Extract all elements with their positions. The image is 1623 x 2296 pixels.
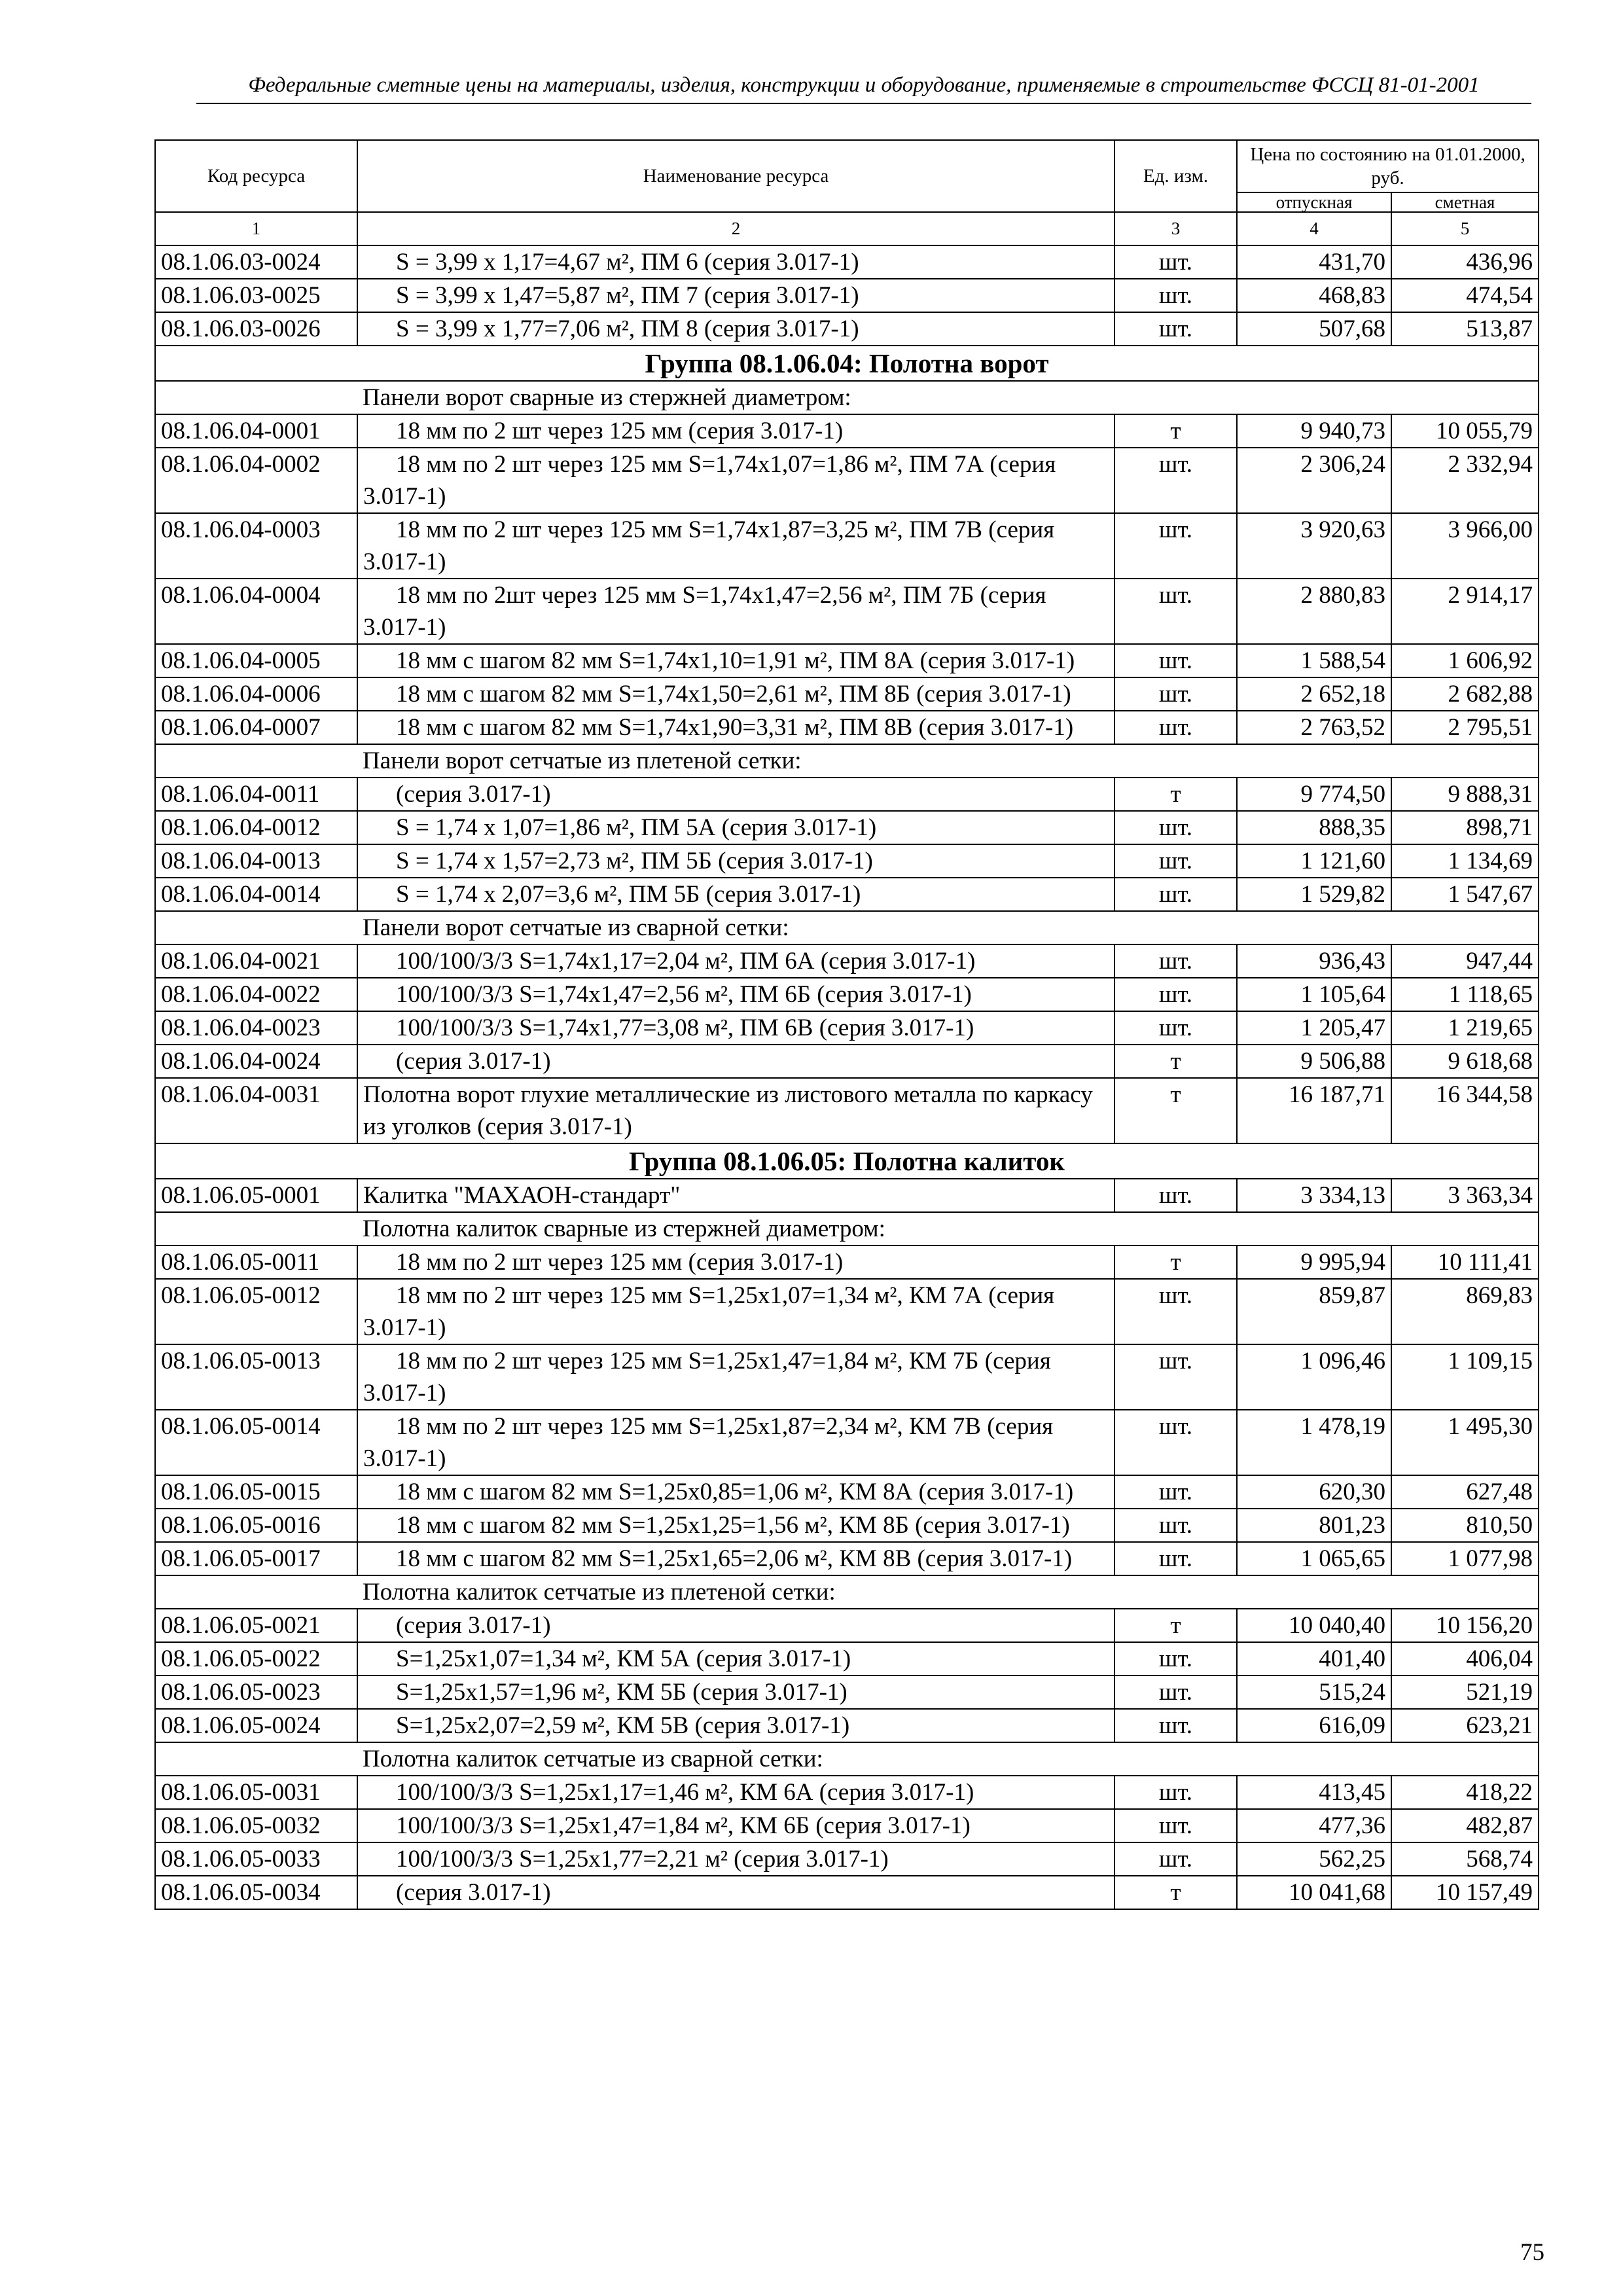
unit-of-measure: шт. — [1115, 279, 1237, 312]
unit-of-measure: шт. — [1115, 677, 1237, 711]
resource-code: 08.1.06.05-0024 — [155, 1709, 357, 1742]
col-number: 1 — [155, 212, 357, 245]
resource-name — [357, 1609, 1115, 1642]
resource-name — [357, 1676, 1115, 1709]
resource-code: 08.1.06.04-0001 — [155, 414, 357, 448]
table-row — [155, 1876, 1539, 1909]
estimate-price: 436,96 — [1391, 245, 1539, 279]
resource-code: 08.1.06.03-0025 — [155, 279, 357, 312]
estimate-price: 1 219,65 — [1391, 1011, 1539, 1045]
subheading-row — [155, 744, 1539, 778]
resource-name-text: S = 1,74 х 1,07=1,86 м², ПМ 5А (серия 3.017-1) — [396, 814, 877, 841]
group-heading-row — [155, 1143, 1539, 1179]
table-row — [155, 1246, 1539, 1279]
estimate-price: 406,04 — [1391, 1642, 1539, 1676]
resource-name — [357, 811, 1115, 844]
resource-code: 08.1.06.05-0001 — [155, 1179, 357, 1212]
resource-code: 08.1.06.04-0011 — [155, 778, 357, 811]
resource-name — [357, 1475, 1115, 1509]
estimate-price: 1 118,65 — [1391, 978, 1539, 1011]
estimate-price: 418,22 — [1391, 1776, 1539, 1809]
subheading-row — [155, 1742, 1539, 1776]
resource-code: 08.1.06.04-0007 — [155, 711, 357, 744]
resource-code: 08.1.06.05-0015 — [155, 1475, 357, 1509]
subheading-spacer — [155, 1575, 357, 1609]
resource-name-text: Калитка "МАХАОН-стандарт" — [363, 1182, 681, 1209]
resource-name — [357, 448, 1115, 513]
table-row — [155, 1776, 1539, 1809]
estimate-price: 9 618,68 — [1391, 1045, 1539, 1078]
subheading-label: Панели ворот сетчатые из плетеной сетки: — [357, 744, 1539, 778]
table-row — [155, 1676, 1539, 1709]
resource-name-text: S = 3,99 х 1,77=7,06 м², ПМ 8 (серия 3.017-1) — [396, 315, 859, 342]
col-header-unit: Ед. изм. — [1115, 140, 1237, 212]
unit-of-measure: т — [1115, 1078, 1237, 1143]
resource-code: 08.1.06.03-0026 — [155, 312, 357, 346]
resource-code: 08.1.06.05-0012 — [155, 1279, 357, 1344]
resource-code: 08.1.06.05-0016 — [155, 1509, 357, 1542]
table-row — [155, 644, 1539, 677]
resource-name — [357, 1344, 1115, 1410]
release-price: 620,30 — [1237, 1475, 1391, 1509]
resource-name-text: 18 мм по 2шт через 125 мм S=1,74х1,47=2,56 м², ПМ 7Б (серия 3.017-1) — [363, 582, 1046, 641]
table-row — [155, 878, 1539, 911]
release-price: 801,23 — [1237, 1509, 1391, 1542]
resource-name — [357, 312, 1115, 346]
col-header-name: Наименование ресурса — [357, 140, 1115, 212]
table-row — [155, 579, 1539, 644]
resource-code: 08.1.06.04-0031 — [155, 1078, 357, 1143]
resource-name-text: 18 мм с шагом 82 мм S=1,74х1,50=2,61 м², ПМ 8Б (серия 3.017-1) — [396, 681, 1071, 708]
resource-name — [357, 978, 1115, 1011]
estimate-price: 1 606,92 — [1391, 644, 1539, 677]
table-row — [155, 414, 1539, 448]
resource-code: 08.1.06.05-0032 — [155, 1809, 357, 1842]
release-price: 2 880,83 — [1237, 579, 1391, 644]
subheading-label: Панели ворот сварные из стержней диаметром: — [357, 381, 1539, 414]
unit-of-measure: шт. — [1115, 579, 1237, 644]
subheading-spacer — [155, 911, 357, 944]
resource-name-text: S=1,25х1,57=1,96 м², КМ 5Б (серия 3.017-1) — [396, 1679, 847, 1706]
estimate-price: 2 682,88 — [1391, 677, 1539, 711]
resource-code: 08.1.06.05-0034 — [155, 1876, 357, 1909]
release-price: 507,68 — [1237, 312, 1391, 346]
unit-of-measure: шт. — [1115, 1776, 1237, 1809]
page-number: 75 — [1520, 2239, 1544, 2266]
group-heading: Группа 08.1.06.05: Полотна калиток — [155, 1143, 1539, 1179]
resource-name — [357, 778, 1115, 811]
estimate-price: 474,54 — [1391, 279, 1539, 312]
subheading-spacer — [155, 744, 357, 778]
estimate-price: 10 157,49 — [1391, 1876, 1539, 1909]
estimate-price: 869,83 — [1391, 1279, 1539, 1344]
resource-name-text: S=1,25х2,07=2,59 м², КМ 5В (серия 3.017-1) — [396, 1712, 850, 1739]
resource-name — [357, 1876, 1115, 1909]
resource-name — [357, 414, 1115, 448]
resource-name-text: 18 мм с шагом 82 мм S=1,74х1,10=1,91 м², ПМ 8А (серия 3.017-1) — [396, 647, 1075, 674]
resource-name-text: S = 1,74 х 1,57=2,73 м², ПМ 5Б (серия 3.017-1) — [396, 848, 873, 874]
resource-name — [357, 644, 1115, 677]
release-price: 936,43 — [1237, 944, 1391, 978]
release-price: 1 529,82 — [1237, 878, 1391, 911]
estimate-price: 627,48 — [1391, 1475, 1539, 1509]
release-price: 16 187,71 — [1237, 1078, 1391, 1143]
resource-name — [357, 245, 1115, 279]
resource-name — [357, 1410, 1115, 1475]
resource-name — [357, 844, 1115, 878]
resource-name — [357, 1045, 1115, 1078]
release-price: 431,70 — [1237, 245, 1391, 279]
resource-name-text: 18 мм с шагом 82 мм S=1,74х1,90=3,31 м², ПМ 8В (серия 3.017-1) — [396, 714, 1074, 741]
estimate-price: 521,19 — [1391, 1676, 1539, 1709]
col-number: 4 — [1237, 212, 1391, 245]
unit-of-measure: шт. — [1115, 844, 1237, 878]
table-row — [155, 677, 1539, 711]
resource-name-text: 100/100/3/3 S=1,25х1,17=1,46 м², КМ 6А (серия 3.017-1) — [396, 1779, 974, 1806]
unit-of-measure: шт. — [1115, 1011, 1237, 1045]
release-price: 2 306,24 — [1237, 448, 1391, 513]
resource-name-text: (серия 3.017-1) — [396, 1048, 551, 1075]
unit-of-measure: шт. — [1115, 312, 1237, 346]
table-row — [155, 1179, 1539, 1212]
release-price: 515,24 — [1237, 1676, 1391, 1709]
resource-name — [357, 1709, 1115, 1742]
resource-code: 08.1.06.05-0031 — [155, 1776, 357, 1809]
resource-name-text: (серия 3.017-1) — [396, 1612, 551, 1639]
estimate-price: 1 547,67 — [1391, 878, 1539, 911]
resource-code: 08.1.06.05-0022 — [155, 1642, 357, 1676]
release-price: 3 920,63 — [1237, 513, 1391, 579]
unit-of-measure: шт. — [1115, 1642, 1237, 1676]
subheading-row — [155, 911, 1539, 944]
resource-name-text: 100/100/3/3 S=1,74х1,47=2,56 м², ПМ 6Б (серия 3.017-1) — [396, 981, 972, 1008]
release-price: 401,40 — [1237, 1642, 1391, 1676]
unit-of-measure: шт. — [1115, 1709, 1237, 1742]
resource-name — [357, 1246, 1115, 1279]
unit-of-measure: шт. — [1115, 644, 1237, 677]
resource-name — [357, 711, 1115, 744]
col-number: 3 — [1115, 212, 1237, 245]
resource-name-text: 18 мм с шагом 82 мм S=1,25х1,65=2,06 м², КМ 8В (серия 3.017-1) — [396, 1545, 1073, 1572]
resource-name — [357, 1011, 1115, 1045]
resource-code: 08.1.06.03-0024 — [155, 245, 357, 279]
resource-code: 08.1.06.05-0017 — [155, 1542, 357, 1575]
unit-of-measure: шт. — [1115, 245, 1237, 279]
estimate-price: 9 888,31 — [1391, 778, 1539, 811]
resource-name-text: 18 мм с шагом 82 мм S=1,25х1,25=1,56 м², КМ 8Б (серия 3.017-1) — [396, 1512, 1070, 1539]
table-row — [155, 279, 1539, 312]
resource-code: 08.1.06.04-0013 — [155, 844, 357, 878]
resource-code: 08.1.06.04-0003 — [155, 513, 357, 579]
estimate-price: 3 363,34 — [1391, 1179, 1539, 1212]
resource-name-text: S = 3,99 х 1,47=5,87 м², ПМ 7 (серия 3.017-1) — [396, 282, 859, 309]
unit-of-measure: шт. — [1115, 1542, 1237, 1575]
estimate-price: 2 795,51 — [1391, 711, 1539, 744]
unit-of-measure: шт. — [1115, 1410, 1237, 1475]
resource-name-text: 18 мм по 2 шт через 125 мм S=1,74х1,07=1,86 м², ПМ 7А (серия 3.017-1) — [363, 451, 1056, 510]
table-row — [155, 1410, 1539, 1475]
release-price: 1 588,54 — [1237, 644, 1391, 677]
price-table — [154, 139, 1539, 1910]
resource-code: 08.1.06.05-0033 — [155, 1842, 357, 1876]
unit-of-measure: т — [1115, 778, 1237, 811]
resource-code: 08.1.06.04-0005 — [155, 644, 357, 677]
release-price: 413,45 — [1237, 1776, 1391, 1809]
resource-code: 08.1.06.05-0023 — [155, 1676, 357, 1709]
table-row — [155, 1344, 1539, 1410]
resource-name — [357, 1509, 1115, 1542]
table-row — [155, 1509, 1539, 1542]
estimate-price: 10 111,41 — [1391, 1246, 1539, 1279]
resource-code: 08.1.06.05-0011 — [155, 1246, 357, 1279]
unit-of-measure: шт. — [1115, 711, 1237, 744]
col-header-estimate: сметная — [1391, 192, 1539, 212]
estimate-price: 623,21 — [1391, 1709, 1539, 1742]
subheading-label: Полотна калиток сетчатые из сварной сетки: — [357, 1742, 1539, 1776]
estimate-price: 16 344,58 — [1391, 1078, 1539, 1143]
estimate-price: 3 966,00 — [1391, 513, 1539, 579]
unit-of-measure: шт. — [1115, 944, 1237, 978]
unit-of-measure: шт. — [1115, 1842, 1237, 1876]
table-row — [155, 1078, 1539, 1143]
table-row — [155, 1011, 1539, 1045]
estimate-price: 1 134,69 — [1391, 844, 1539, 878]
unit-of-measure: шт. — [1115, 448, 1237, 513]
table-row — [155, 448, 1539, 513]
resource-name — [357, 1776, 1115, 1809]
estimate-price: 898,71 — [1391, 811, 1539, 844]
estimate-price: 513,87 — [1391, 312, 1539, 346]
unit-of-measure: шт. — [1115, 878, 1237, 911]
table-row — [155, 1475, 1539, 1509]
column-number-row — [155, 212, 1539, 245]
release-price: 1 121,60 — [1237, 844, 1391, 878]
resource-code: 08.1.06.04-0002 — [155, 448, 357, 513]
estimate-price: 10 055,79 — [1391, 414, 1539, 448]
release-price: 9 506,88 — [1237, 1045, 1391, 1078]
resource-name-text: 18 мм по 2 шт через 125 мм (серия 3.017-1) — [396, 1249, 844, 1276]
resource-name-text: 18 мм по 2 шт через 125 мм S=1,25х1,07=1,34 м², КМ 7А (серия 3.017-1) — [363, 1282, 1055, 1341]
resource-name-text: 100/100/3/3 S=1,25х1,77=2,21 м² (серия 3.017-1) — [396, 1846, 889, 1873]
unit-of-measure: шт. — [1115, 1509, 1237, 1542]
col-header-release: отпускная — [1237, 192, 1391, 212]
table-row — [155, 513, 1539, 579]
resource-name — [357, 944, 1115, 978]
subheading-row — [155, 381, 1539, 414]
estimate-price: 10 156,20 — [1391, 1609, 1539, 1642]
subheading-label: Полотна калиток сетчатые из плетеной сетки: — [357, 1575, 1539, 1609]
resource-name — [357, 1078, 1115, 1143]
estimate-price: 2 914,17 — [1391, 579, 1539, 644]
page-header: Федеральные сметные цены на материалы, изделия, конструкции и оборудование, применяемые в строительстве ФССЦ 81-01-2001 — [196, 73, 1531, 104]
unit-of-measure: шт. — [1115, 1344, 1237, 1410]
estimate-price: 1 109,15 — [1391, 1344, 1539, 1410]
resource-name-text: 18 мм по 2 шт через 125 мм S=1,25х1,47=1,84 м², КМ 7Б (серия 3.017-1) — [363, 1348, 1051, 1407]
table-row — [155, 1542, 1539, 1575]
estimate-price: 810,50 — [1391, 1509, 1539, 1542]
group-heading-row — [155, 346, 1539, 381]
resource-name — [357, 579, 1115, 644]
resource-code: 08.1.06.05-0014 — [155, 1410, 357, 1475]
resource-code: 08.1.06.04-0024 — [155, 1045, 357, 1078]
table-row — [155, 978, 1539, 1011]
resource-name-text: S = 3,99 х 1,17=4,67 м², ПМ 6 (серия 3.017-1) — [396, 249, 859, 276]
estimate-price: 568,74 — [1391, 1842, 1539, 1876]
resource-code: 08.1.06.05-0013 — [155, 1344, 357, 1410]
resource-code: 08.1.06.04-0021 — [155, 944, 357, 978]
table-row — [155, 1609, 1539, 1642]
table-row — [155, 844, 1539, 878]
resource-name — [357, 513, 1115, 579]
unit-of-measure: шт. — [1115, 1475, 1237, 1509]
unit-of-measure: шт. — [1115, 978, 1237, 1011]
release-price: 1 105,64 — [1237, 978, 1391, 1011]
col-header-code: Код ресурса — [155, 140, 357, 212]
release-price: 859,87 — [1237, 1279, 1391, 1344]
estimate-price: 1 077,98 — [1391, 1542, 1539, 1575]
resource-code: 08.1.06.04-0014 — [155, 878, 357, 911]
table-row — [155, 1842, 1539, 1876]
resource-name — [357, 878, 1115, 911]
release-price: 1 096,46 — [1237, 1344, 1391, 1410]
unit-of-measure: шт. — [1115, 1809, 1237, 1842]
col-number: 2 — [357, 212, 1115, 245]
estimate-price: 1 495,30 — [1391, 1410, 1539, 1475]
subheading-row — [155, 1212, 1539, 1246]
release-price: 10 041,68 — [1237, 1876, 1391, 1909]
resource-name-text: 100/100/3/3 S=1,25х1,47=1,84 м², КМ 6Б (серия 3.017-1) — [396, 1812, 971, 1839]
unit-of-measure: т — [1115, 1045, 1237, 1078]
unit-of-measure: шт. — [1115, 1676, 1237, 1709]
resource-name — [357, 677, 1115, 711]
resource-name — [357, 1179, 1115, 1212]
subheading-label: Полотна калиток сварные из стержней диаметром: — [357, 1212, 1539, 1246]
resource-code: 08.1.06.04-0004 — [155, 579, 357, 644]
group-heading: Группа 08.1.06.04: Полотна ворот — [155, 346, 1539, 381]
unit-of-measure: т — [1115, 414, 1237, 448]
resource-name — [357, 1542, 1115, 1575]
table-row — [155, 711, 1539, 744]
resource-name-text: 100/100/3/3 S=1,74х1,77=3,08 м², ПМ 6В (серия 3.017-1) — [396, 1014, 974, 1041]
resource-name-text: 18 мм по 2 шт через 125 мм S=1,74х1,87=3,25 м², ПМ 7В (серия 3.017-1) — [363, 516, 1055, 575]
release-price: 9 774,50 — [1237, 778, 1391, 811]
unit-of-measure: шт. — [1115, 513, 1237, 579]
resource-name-text: 18 мм по 2 шт через 125 мм (серия 3.017-1) — [396, 418, 844, 444]
release-price: 2 763,52 — [1237, 711, 1391, 744]
resource-name — [357, 279, 1115, 312]
table-row — [155, 245, 1539, 279]
resource-name — [357, 1842, 1115, 1876]
estimate-price: 482,87 — [1391, 1809, 1539, 1842]
release-price: 888,35 — [1237, 811, 1391, 844]
resource-code: 08.1.06.05-0021 — [155, 1609, 357, 1642]
estimate-price: 947,44 — [1391, 944, 1539, 978]
release-price: 1 065,65 — [1237, 1542, 1391, 1575]
unit-of-measure: т — [1115, 1246, 1237, 1279]
resource-code: 08.1.06.04-0022 — [155, 978, 357, 1011]
release-price: 616,09 — [1237, 1709, 1391, 1742]
resource-name-text: S = 1,74 х 2,07=3,6 м², ПМ 5Б (серия 3.017-1) — [396, 881, 861, 908]
release-price: 562,25 — [1237, 1842, 1391, 1876]
table-row — [155, 1642, 1539, 1676]
release-price: 3 334,13 — [1237, 1179, 1391, 1212]
table-row — [155, 944, 1539, 978]
resource-name — [357, 1809, 1115, 1842]
table-row — [155, 811, 1539, 844]
resource-code: 08.1.06.04-0012 — [155, 811, 357, 844]
subheading-spacer — [155, 1742, 357, 1776]
resource-name-text: 18 мм с шагом 82 мм S=1,25х0,85=1,06 м², КМ 8А (серия 3.017-1) — [396, 1479, 1074, 1505]
resource-name-text: 100/100/3/3 S=1,74х1,17=2,04 м², ПМ 6А (серия 3.017-1) — [396, 948, 976, 975]
resource-name-text: 18 мм по 2 шт через 125 мм S=1,25х1,87=2,34 м², КМ 7В (серия 3.017-1) — [363, 1413, 1054, 1472]
unit-of-measure: т — [1115, 1609, 1237, 1642]
resource-name-text: S=1,25х1,07=1,34 м², КМ 5А (серия 3.017-1) — [396, 1645, 851, 1672]
subheading-spacer — [155, 1212, 357, 1246]
release-price: 9 995,94 — [1237, 1246, 1391, 1279]
resource-name — [357, 1642, 1115, 1676]
table-row — [155, 778, 1539, 811]
subheading-label: Панели ворот сетчатые из сварной сетки: — [357, 911, 1539, 944]
release-price: 9 940,73 — [1237, 414, 1391, 448]
resource-name-text: Полотна ворот глухие металлические из листового металла по каркасу из уголков (серия 3.017-1) — [363, 1081, 1093, 1140]
release-price: 1 478,19 — [1237, 1410, 1391, 1475]
col-header-price-group: Цена по состоянию на 01.01.2000, руб. — [1237, 140, 1539, 192]
unit-of-measure: шт. — [1115, 811, 1237, 844]
table-body — [155, 245, 1539, 1909]
table-row — [155, 1809, 1539, 1842]
subheading-spacer — [155, 381, 357, 414]
resource-code: 08.1.06.04-0006 — [155, 677, 357, 711]
col-number: 5 — [1391, 212, 1539, 245]
resource-name-text: (серия 3.017-1) — [396, 781, 551, 808]
table-row — [155, 1279, 1539, 1344]
resource-name — [357, 1279, 1115, 1344]
estimate-price: 2 332,94 — [1391, 448, 1539, 513]
release-price: 2 652,18 — [1237, 677, 1391, 711]
release-price: 477,36 — [1237, 1809, 1391, 1842]
unit-of-measure: шт. — [1115, 1179, 1237, 1212]
release-price: 468,83 — [1237, 279, 1391, 312]
table-row — [155, 312, 1539, 346]
unit-of-measure: шт. — [1115, 1279, 1237, 1344]
release-price: 10 040,40 — [1237, 1609, 1391, 1642]
table-row — [155, 1709, 1539, 1742]
unit-of-measure: т — [1115, 1876, 1237, 1909]
table-row — [155, 1045, 1539, 1078]
subheading-row — [155, 1575, 1539, 1609]
release-price: 1 205,47 — [1237, 1011, 1391, 1045]
resource-name-text: (серия 3.017-1) — [396, 1879, 551, 1906]
resource-code: 08.1.06.04-0023 — [155, 1011, 357, 1045]
